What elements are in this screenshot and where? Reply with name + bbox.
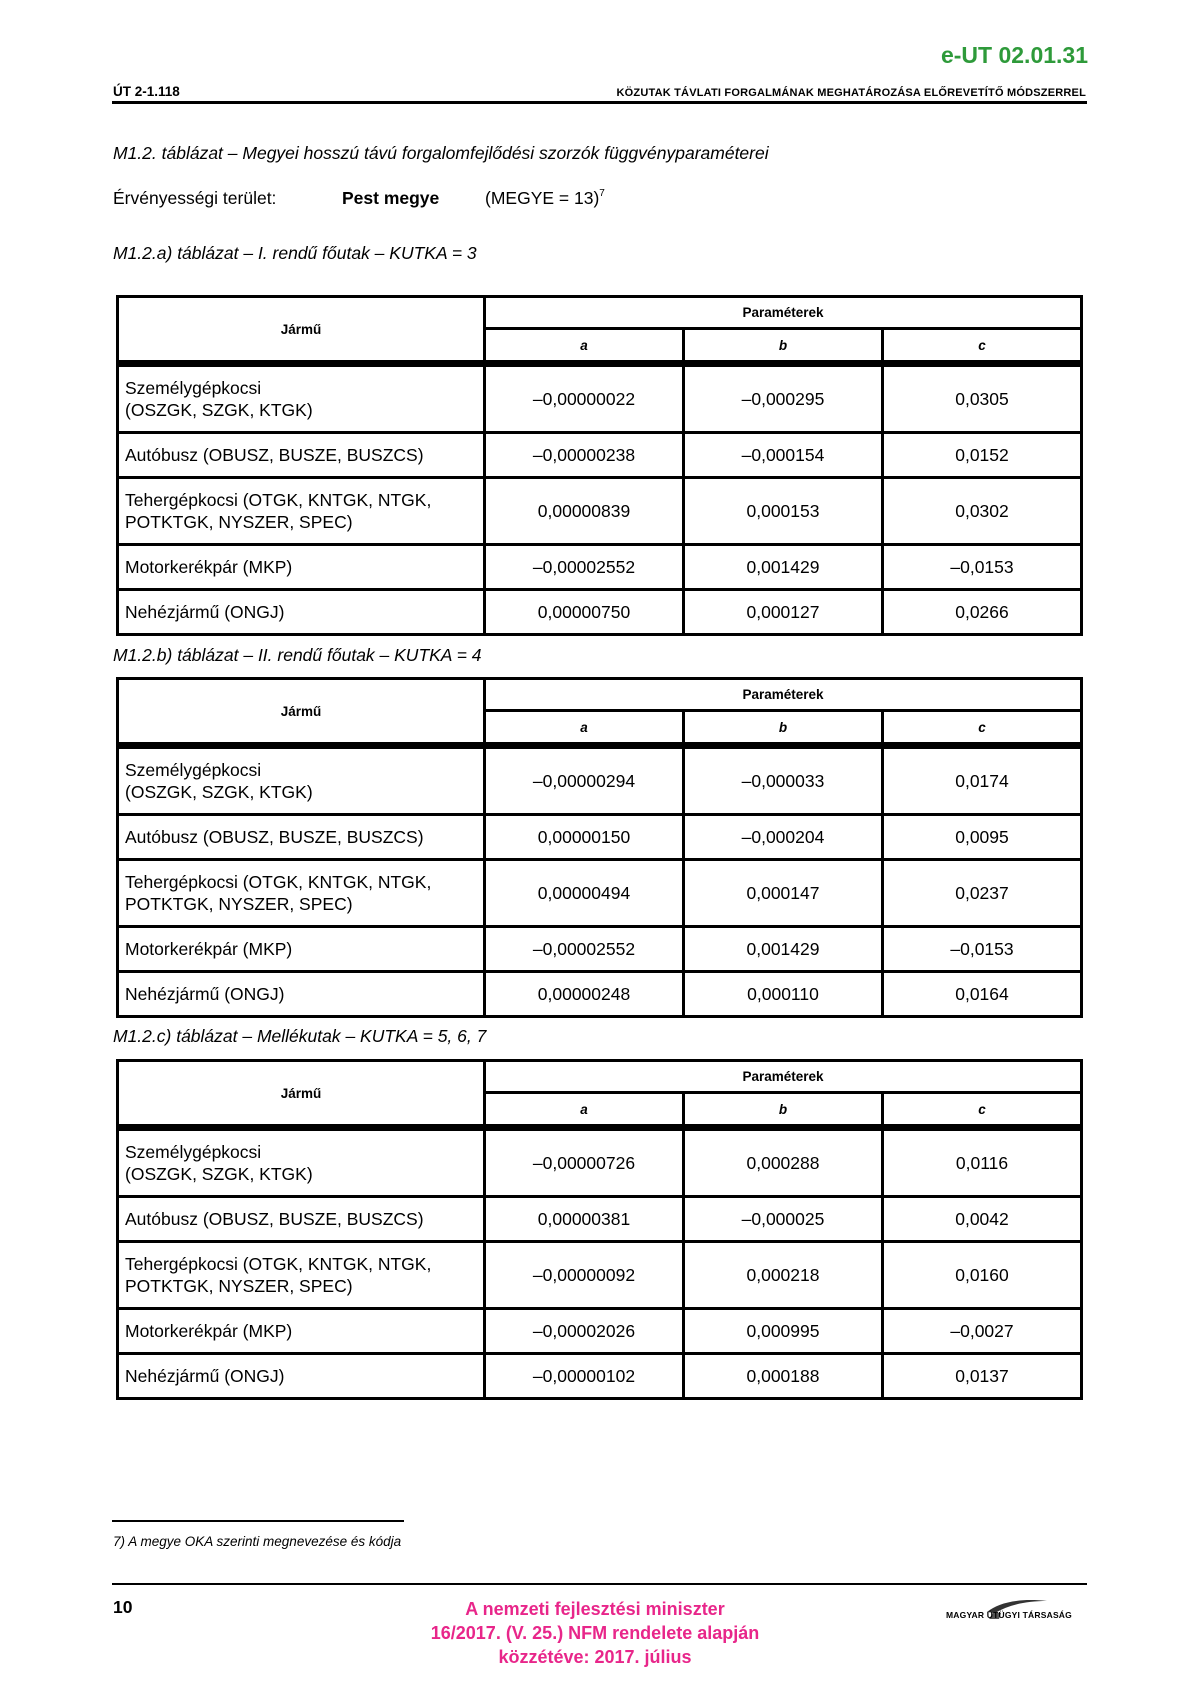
param-a-cell: –0,00002552	[485, 545, 684, 590]
param-b-cell: –0,000154	[684, 433, 883, 478]
param-c-cell: 0,0160	[883, 1242, 1082, 1309]
validity-label: Érvényességi terület:	[113, 188, 277, 208]
table-row	[118, 1354, 1082, 1399]
logo-text: MAGYAR ÚTÜGYI TÁRSASÁG	[946, 1610, 1072, 1620]
param-a-cell: –0,00000294	[485, 746, 684, 815]
param-a-cell: 0,00000248	[485, 972, 684, 1017]
param-a-cell: 0,00000381	[485, 1197, 684, 1242]
vehicle-cell	[118, 860, 485, 927]
param-c-cell: –0,0153	[883, 927, 1082, 972]
publication-notice	[395, 1597, 795, 1669]
param-c-cell: –0,0027	[883, 1309, 1082, 1354]
table-row	[118, 1309, 1082, 1354]
table-b-title: M1.2.b) táblázat – II. rendű főutak – KUTKA = 4	[113, 645, 482, 665]
notice-line: 16/2017. (V. 25.) NFM rendelete alapján	[430, 1623, 760, 1643]
vehicle-header: Jármű	[118, 1061, 485, 1128]
vehicle-name-line: (OSZGK, SZGK, KTGK)	[125, 782, 313, 802]
param-b-cell: 0,000147	[684, 860, 883, 927]
table-row	[118, 1197, 1082, 1242]
param-a-cell: 0,00000750	[485, 590, 684, 635]
param-a-cell: –0,00000238	[485, 433, 684, 478]
param-c-cell: 0,0266	[883, 590, 1082, 635]
vehicle-cell	[118, 746, 485, 815]
param-b-cell: –0,000033	[684, 746, 883, 815]
footnote-ref: 7	[599, 188, 605, 199]
param-a-cell: 0,00000494	[485, 860, 684, 927]
vehicle-cell	[118, 433, 485, 478]
vehicle-name-line: Motorkerékpár (MKP)	[125, 557, 293, 577]
parameters-header: Paraméterek	[485, 679, 1082, 711]
param-c-cell: 0,0305	[883, 364, 1082, 433]
param-a-header: a	[485, 1093, 684, 1128]
table-a	[116, 295, 1083, 636]
vehicle-cell	[118, 927, 485, 972]
vehicle-cell	[118, 1242, 485, 1309]
param-a-cell: 0,00000150	[485, 815, 684, 860]
table-c-title: M1.2.c) táblázat – Mellékutak – KUTKA = 5, 6, 7	[113, 1026, 487, 1046]
param-b-cell: –0,000295	[684, 364, 883, 433]
param-c-cell: 0,0116	[883, 1128, 1082, 1197]
vehicle-cell	[118, 972, 485, 1017]
vehicle-name-line: Nehézjármű (ONGJ)	[125, 1366, 285, 1386]
param-a-header: a	[485, 711, 684, 746]
parameters-header: Paraméterek	[485, 1061, 1082, 1093]
param-c-cell: 0,0237	[883, 860, 1082, 927]
table-row	[118, 860, 1082, 927]
header-rule	[112, 101, 1087, 104]
running-header-title: KÖZUTAK TÁVLATI FORGALMÁNAK MEGHATÁROZÁSA ELŐREVETÍTŐ MÓDSZERREL	[616, 87, 1086, 99]
table-row	[118, 545, 1082, 590]
param-b-header: b	[684, 1093, 883, 1128]
vehicle-name-line: POTKTGK, NYSZER, SPEC)	[125, 512, 353, 532]
param-a-cell: –0,00002552	[485, 927, 684, 972]
param-b-cell: 0,000288	[684, 1128, 883, 1197]
parameters-header: Paraméterek	[485, 297, 1082, 329]
vehicle-name-line: Tehergépkocsi (OTGK, KNTGK, NTGK,	[125, 872, 432, 892]
vehicle-cell	[118, 364, 485, 433]
table-row	[118, 1128, 1082, 1197]
header-row	[118, 679, 1082, 711]
footnote-text: 7) A megye OKA szerinti megnevezése és kódja	[113, 1534, 402, 1549]
vehicle-cell	[118, 545, 485, 590]
vehicle-header: Jármű	[118, 679, 485, 746]
vehicle-name-line: Nehézjármű (ONGJ)	[125, 984, 285, 1004]
vehicle-cell	[118, 1354, 485, 1399]
document-code: e-UT 02.01.31	[940, 42, 1088, 68]
vehicle-header: Jármű	[118, 297, 485, 364]
header-row	[118, 297, 1082, 329]
param-b-cell: 0,000127	[684, 590, 883, 635]
param-c-cell: 0,0174	[883, 746, 1082, 815]
notice-line: A nemzeti fejlesztési miniszter	[465, 1599, 725, 1619]
vehicle-name-line: Személygépkocsi	[125, 760, 262, 780]
footer-rule	[112, 1583, 1087, 1585]
vehicle-name-line: Motorkerékpár (MKP)	[125, 1321, 293, 1341]
table-row	[118, 972, 1082, 1017]
publisher-logo	[929, 1592, 1089, 1620]
table-row	[118, 815, 1082, 860]
param-b-cell: 0,000110	[684, 972, 883, 1017]
standard-number: ÚT 2-1.118	[113, 84, 180, 99]
table-row	[118, 927, 1082, 972]
param-a-cell: 0,00000839	[485, 478, 684, 545]
param-c-cell: 0,0152	[883, 433, 1082, 478]
param-b-cell: 0,000153	[684, 478, 883, 545]
param-b-cell: 0,000188	[684, 1354, 883, 1399]
table-row	[118, 590, 1082, 635]
param-a-cell: –0,00000102	[485, 1354, 684, 1399]
vehicle-name-line: (OSZGK, SZGK, KTGK)	[125, 1164, 313, 1184]
vehicle-name-line: Személygépkocsi	[125, 378, 262, 398]
header-row	[118, 1061, 1082, 1093]
page-number: 10	[113, 1597, 133, 1617]
vehicle-name-line: (OSZGK, SZGK, KTGK)	[125, 400, 313, 420]
param-c-cell: 0,0302	[883, 478, 1082, 545]
vehicle-cell	[118, 478, 485, 545]
table-row	[118, 478, 1082, 545]
vehicle-name-line: Autóbusz (OBUSZ, BUSZE, BUSZCS)	[125, 1209, 424, 1229]
vehicle-name-line: Tehergépkocsi (OTGK, KNTGK, NTGK,	[125, 490, 432, 510]
param-a-header: a	[485, 329, 684, 364]
table-row	[118, 433, 1082, 478]
param-c-cell: 0,0137	[883, 1354, 1082, 1399]
table-row	[118, 1242, 1082, 1309]
vehicle-cell	[118, 1309, 485, 1354]
param-b-cell: –0,000025	[684, 1197, 883, 1242]
notice-line: közzétéve: 2017. július	[498, 1647, 692, 1667]
param-b-header: b	[684, 329, 883, 364]
validity-line	[113, 188, 605, 209]
param-b-header: b	[684, 711, 883, 746]
param-a-cell: –0,00000092	[485, 1242, 684, 1309]
vehicle-name-line: POTKTGK, NYSZER, SPEC)	[125, 894, 353, 914]
table-a-title: M1.2.a) táblázat – I. rendű főutak – KUTKA = 3	[113, 243, 477, 263]
param-c-header: c	[883, 711, 1082, 746]
vehicle-name-line: POTKTGK, NYSZER, SPEC)	[125, 1276, 353, 1296]
param-c-header: c	[883, 329, 1082, 364]
page-title: M1.2. táblázat – Megyei hosszú távú forgalomfejlődési szorzók függvényparaméterei	[113, 143, 769, 163]
vehicle-name-line: Motorkerékpár (MKP)	[125, 939, 293, 959]
county-name: Pest megye	[342, 188, 440, 208]
param-c-header: c	[883, 1093, 1082, 1128]
vehicle-name-line: Autóbusz (OBUSZ, BUSZE, BUSZCS)	[125, 827, 424, 847]
vehicle-name-line: Nehézjármű (ONGJ)	[125, 602, 285, 622]
vehicle-name-line: Tehergépkocsi (OTGK, KNTGK, NTGK,	[125, 1254, 432, 1274]
table-c	[116, 1059, 1083, 1400]
param-c-cell: 0,0095	[883, 815, 1082, 860]
table-row	[118, 364, 1082, 433]
vehicle-cell	[118, 815, 485, 860]
table-b	[116, 677, 1083, 1018]
vehicle-name-line: Személygépkocsi	[125, 1142, 262, 1162]
param-b-cell: –0,000204	[684, 815, 883, 860]
param-a-cell: –0,00002026	[485, 1309, 684, 1354]
param-c-cell: 0,0042	[883, 1197, 1082, 1242]
param-a-cell: –0,00000022	[485, 364, 684, 433]
table-row	[118, 746, 1082, 815]
param-b-cell: 0,000218	[684, 1242, 883, 1309]
vehicle-cell	[118, 590, 485, 635]
footnote-rule	[112, 1520, 404, 1522]
param-c-cell: 0,0164	[883, 972, 1082, 1017]
param-c-cell: –0,0153	[883, 545, 1082, 590]
param-b-cell: 0,001429	[684, 927, 883, 972]
param-b-cell: 0,000995	[684, 1309, 883, 1354]
vehicle-cell	[118, 1197, 485, 1242]
param-b-cell: 0,001429	[684, 545, 883, 590]
vehicle-cell	[118, 1128, 485, 1197]
vehicle-name-line: Autóbusz (OBUSZ, BUSZE, BUSZCS)	[125, 445, 424, 465]
param-a-cell: –0,00000726	[485, 1128, 684, 1197]
county-code: (MEGYE = 13)	[485, 188, 600, 208]
